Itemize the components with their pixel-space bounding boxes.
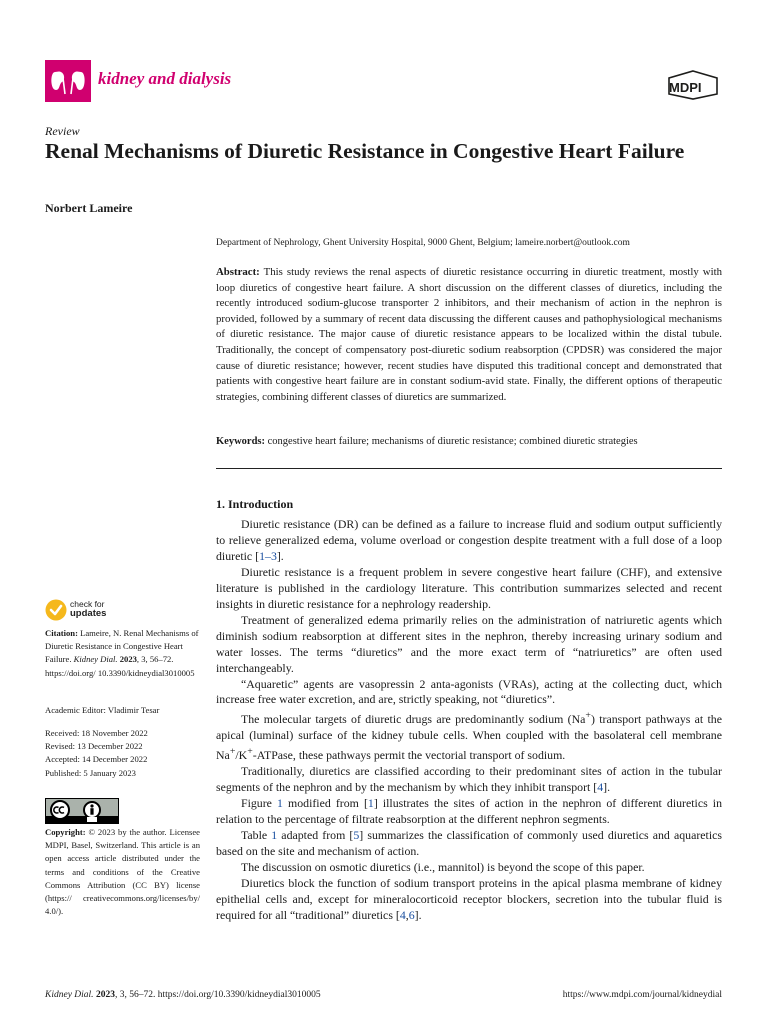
article-type: Review	[45, 124, 80, 138]
body-paragraph: Treatment of generalized edema primarily relies on the administration of natriuretic agents which diminish sodium reabsorption at different sites in the nephron, thereby increasing urinary sodium and water losses. The terms “diuretics” and the more exact term of “natriuretics” are often used interchangeably.	[216, 612, 722, 675]
body-paragraph: Figure 1 modified from [1] illustrates the sites of action in the nephron of different diuretics in relation to the percentage of filtrate reabsorption at the different nephron segments.	[216, 796, 722, 827]
body-paragraph: Table 1 adapted from [5] summarizes the classification of commonly used diuretics and aquaretics based on the site and mechanism of action.	[216, 827, 722, 858]
citation-text: Lameire, N. Renal Mechanisms of Diuretic Resistance in Congestive Heart Failure.	[45, 628, 199, 665]
footer-citation	[45, 990, 321, 1000]
cc-by-icon	[46, 799, 118, 823]
check-updates-text	[70, 600, 106, 618]
keywords-text: congestive heart failure; mechanisms of diuretic resistance; combined diuretic strategies	[267, 436, 638, 447]
reference-link[interactable]: 6	[408, 907, 415, 922]
academic-editor: Academic Editor: Vladimir Tesar	[45, 705, 160, 715]
check-updates-line2: updates	[70, 608, 107, 619]
reference-link[interactable]: 4	[597, 780, 604, 795]
footer-journal-url[interactable]: https://www.mdpi.com/journal/kidneydial	[562, 990, 722, 1000]
footer-journal: Kidney Dial.	[45, 990, 94, 1000]
citation-block	[45, 627, 200, 680]
keywords-label: Keywords:	[216, 436, 265, 447]
citation-year: 2023	[119, 654, 137, 665]
figure-link[interactable]: 1	[277, 796, 283, 811]
footer-year: 2023	[95, 990, 115, 1000]
body-paragraph: Traditionally, diuretics are classified according to their predominant sites of action in the tubular segments of the nephron and by the mechanism by which they inhibit transport [4].	[216, 764, 722, 795]
citation-rest: , 3, 56–72. https://doi.org/ 10.3390/kidneydial3010005	[45, 654, 195, 678]
reference-link[interactable]: 1	[367, 796, 374, 811]
copyright-notice	[45, 826, 200, 918]
footer-citation-rest: , 3, 56–72. https://doi.org/10.3390/kidneydial3010005	[114, 990, 321, 1000]
reference-link[interactable]: 1–3	[259, 548, 277, 563]
table-link[interactable]: 1	[271, 827, 278, 842]
reference-link[interactable]: 4	[399, 907, 406, 922]
abstract	[216, 265, 722, 405]
section-heading: 1. Introduction	[216, 497, 294, 511]
mdpi-logo[interactable]	[666, 70, 720, 100]
copyright-text: © 2023 by the author. Licensee MDPI, Basel, Switzerland. This article is an open access article distributed under the terms and conditions of the Creative Commons Attribution (CC BY) license (https:// creativecommons.org/licenses/by/ 4.0/).	[45, 827, 200, 917]
abstract-label: Abstract:	[216, 266, 260, 278]
journal-logo	[45, 60, 91, 102]
keywords	[216, 436, 722, 447]
published-date: Published: 5 January 2023	[45, 767, 136, 778]
author-name: Norbert Lameire	[45, 201, 133, 215]
body-paragraph: The discussion on osmotic diuretics (i.e., mannitol) is beyond the scope of this paper.	[241, 859, 645, 874]
mdpi-logo-text: MDPI	[669, 80, 702, 95]
cc-by-license-badge[interactable]	[45, 798, 119, 824]
section-divider	[216, 468, 722, 469]
revised-date: Revised: 13 December 2022	[45, 741, 143, 752]
received-date: Received: 18 November 2022	[45, 728, 148, 738]
journal-name[interactable]: kidney and dialysis	[98, 69, 232, 88]
body-paragraph: The molecular targets of diuretic drugs are predominantly sodium (Na+) transport pathways at the apical (luminal) surface of the kidney tubule cells. When coupled with the basolateral cell membrane Na+/K+-ATPase, these pathways permit the vectorial transport of sodium.	[216, 710, 722, 763]
body-text	[216, 517, 722, 924]
body-paragraph: Diuretic resistance (DR) can be defined as a failure to increase fluid and sodium output sufficiently to relieve generalized edema, volume overload or congestion despite treatment with a full dose of a loop diuretic [1–3].	[216, 517, 722, 563]
check-updates-line1: check for	[70, 599, 105, 609]
check-for-updates-badge[interactable]	[45, 597, 125, 623]
article-title: Renal Mechanisms of Diuretic Resistance in Congestive Heart Failure	[45, 139, 685, 163]
accepted-date: Accepted: 14 December 2022	[45, 754, 148, 765]
citation-journal: Kidney Dial.	[73, 654, 118, 665]
reference-link[interactable]: 5	[353, 827, 360, 842]
copyright-label: Copyright:	[45, 827, 86, 837]
author-affiliation: Department of Nephrology, Ghent University Hospital, 9000 Ghent, Belgium; lameire.norbert@outlook.com	[216, 238, 630, 248]
publication-dates	[45, 727, 200, 780]
body-paragraph: “Aquaretic” agents are vasopressin 2 anta-agonists (VRAs), acting at the collecting duct, which increase free water excretion, and are, strictly speaking, not “diuretics”.	[216, 676, 722, 707]
abstract-text: This study reviews the renal aspects of diuretic resistance occurring in diuretic treatment, mostly with loop diuretics of congestive heart failure. A short discussion on the different classes of diuretics, including the recently introduced sodium-glucose transporter 2 inhibitors, and their mechanism of action in the nephron is provided, followed by a summary of recent data discussing the different causes and pathophysiological mechanisms of diuretic resistance. The major cause of diuretic resistance appears to be localized within the distal tubule. Traditionally, the concept of compensatory post-diuretic sodium reabsorption (CPDSR) was considered the major cause of diuretic resistance; however, recent studies have disputed this traditional concept and demonstrated that patients with congestive heart failure are in constant sodium-avid state. Finally, the different options of therapeutic strategies, combining different classes of diuretics are summarized.	[216, 266, 722, 403]
check-updates-icon	[45, 599, 67, 621]
kidney-icon	[45, 60, 91, 102]
body-paragraph: Diuretics block the function of sodium transport proteins in the apical plasma membrane of kidney epithelial cells and, except for mineralocorticoid receptor blockers, secretion into the tubular fluid is required for all “traditional” diuretics [4,6].	[216, 875, 722, 922]
citation-label: Citation:	[45, 628, 78, 638]
body-paragraph: Diuretic resistance is a frequent problem in severe congestive heart failure (CHF), and extensive literature is published in the cardiology literature. This contribution summarizes selected and recent insights in diuretic resistance for a nephrology readership.	[216, 564, 722, 611]
